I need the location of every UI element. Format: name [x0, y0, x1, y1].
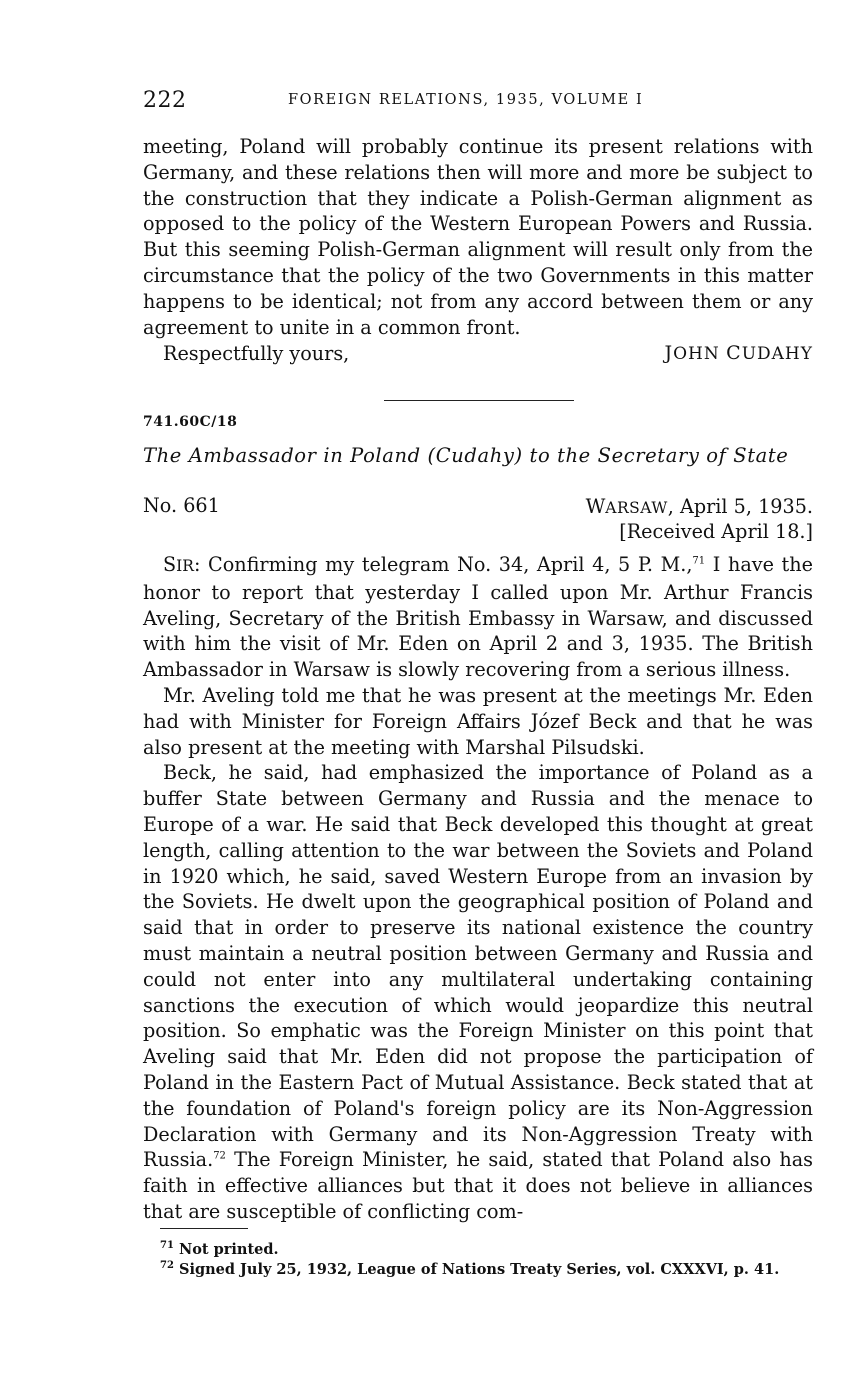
running-head: FOREIGN RELATIONS, 1935, VOLUME I [288, 92, 644, 108]
document-number: No. 661 [143, 494, 220, 517]
footnote [160, 1260, 820, 1280]
salutation-rest: IR [176, 557, 194, 575]
paragraph-1-text-a: : Confirming my telegram No. 34, April 4, 5 P. M., [193, 553, 693, 576]
salutation-initial: S [163, 553, 177, 576]
body-paragraph [143, 552, 813, 683]
signature-first-initial: J [664, 342, 674, 364]
closing-line [163, 341, 813, 367]
footnote [160, 1240, 820, 1260]
body-paragraph [143, 760, 813, 1224]
paragraph-3-text-a: Beck, he said, had emphasized the importance of Poland as a buffer State between Germany and Russia and the menace to Europe of a war. He said that Beck developed this thought at great length, calling attention to the war between the Soviets and Poland in 1920 which, he said, saved Western Europe from an invasion by the Soviets. He dwelt upon the geographical position of Poland and said that in order to preserve its national existence the country must maintain a neutral position between Germany and Russia and could not enter into any multilateral undertaking containing sanctions the execution of which would jeopardize this neutral position. So emphatic was the Foreign Minister on this point that Aveling said that Mr. Eden did not propose the participation of Poland in the Eastern Pact of Mutual Assistance. Beck stated that at the foundation of Poland's foreign policy are its Non-Aggression Declaration with Germany and its Non-Aggression Treaty with Russia. [143, 761, 813, 1172]
signature-last-rest: UDAHY [741, 344, 813, 364]
footnote-text: Signed July 25, 1932, League of Nations Treaty Series, vol. CXXXVI, p. 41. [173, 1261, 780, 1278]
footnote-text: Not printed. [173, 1241, 279, 1258]
place-initial: W [585, 495, 606, 518]
body-paragraph: Mr. Aveling told me that he was present at the meetings Mr. Eden had with Minister for Foreign Affairs Józef Beck and that he was also present at the meeting with Marshal Pilsudski. [143, 683, 813, 759]
continued-text: meeting, Poland will probably continue its present relations with Germany, and these relations then will more and more be subject to the construction that they indicate a Polish-German alignment as opposed to the policy of the Western European Powers and Russia. But this seeming Polish-German alignment will result only from the circumstance that the policy of the two Governments in this matter happens to be identical; not from any accord between them or any agreement to unite in a common front. [143, 135, 813, 339]
place-rest: ARSAW [605, 499, 668, 517]
paragraph-3-text-b: The Foreign Minister, he said, stated that Poland also has faith in effective alliances but that it does not believe in alliances that are susceptible of conflicting com- [143, 1148, 813, 1223]
footnote-mark: 71 [160, 1240, 174, 1252]
signature [664, 341, 813, 368]
file-number: 741.60C/18 [143, 414, 238, 430]
page-number: 222 [143, 88, 187, 113]
footnote-rule [160, 1228, 248, 1229]
signature-last-initial: C [726, 342, 742, 364]
salutation: Respectfully yours, [163, 342, 350, 365]
section-divider [384, 400, 574, 401]
received-date: [Received April 18.] [619, 520, 813, 543]
paragraph-1-text-b: I have the honor to report that yesterday I called upon Mr. Arthur Francis Aveling, Secretary of the British Embassy in Warsaw, and discussed with him the visit of Mr. Eden on April 2 and 3, 1935. The British Ambassador in Warsaw is slowly recovering from a serious illness. [143, 553, 813, 682]
page-header [143, 88, 813, 118]
signature-first-rest: OHN [673, 344, 720, 364]
continued-paragraph [143, 134, 813, 340]
document-title: The Ambassador in Poland (Cudahy) to the Secretary of State [143, 444, 789, 467]
date: , April 5, 1935. [667, 495, 813, 518]
footnote-ref: 72 [213, 1150, 226, 1162]
footnote-ref: 71 [692, 555, 706, 567]
footnote-mark: 72 [160, 1260, 174, 1272]
place-date [586, 494, 813, 521]
footnotes [160, 1240, 820, 1280]
letter-body [143, 552, 813, 1225]
